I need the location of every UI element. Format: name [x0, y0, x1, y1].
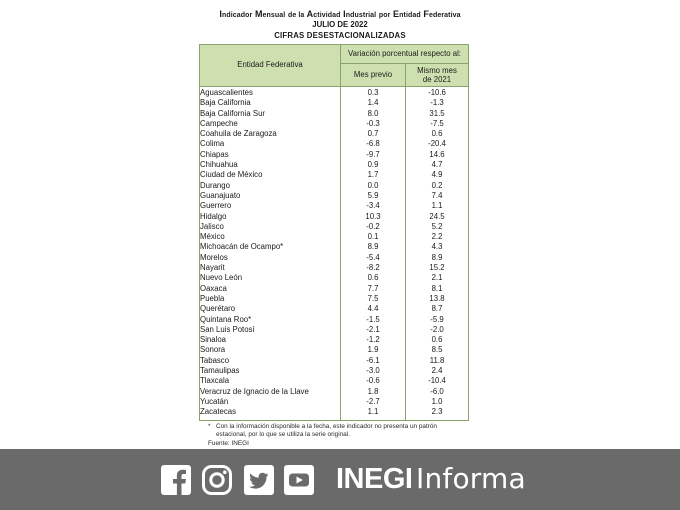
cell-mismo-mes: -1.3: [406, 98, 469, 108]
cell-mismo-mes: -5.9: [406, 315, 469, 325]
cell-entidad: México: [200, 232, 341, 242]
cell-mes-previo: 1.1: [341, 407, 406, 420]
table-row: [200, 191, 469, 201]
cell-entidad: Baja California: [200, 98, 341, 108]
table-row: [200, 232, 469, 242]
cell-entidad: Querétaro: [200, 304, 341, 314]
table-row: [200, 376, 469, 386]
cell-entidad: Veracruz de Ignacio de la Llave: [200, 387, 341, 397]
cell-mismo-mes: 1.1: [406, 201, 469, 211]
table-row: [200, 150, 469, 160]
cell-entidad: Puebla: [200, 294, 341, 304]
cell-mes-previo: 0.9: [341, 160, 406, 170]
cell-entidad: Sinaloa: [200, 335, 341, 345]
title-part: E: [393, 9, 400, 19]
cell-entidad: Guerrero: [200, 201, 341, 211]
title-part: ensual: [262, 12, 286, 19]
cell-entidad: Zacatecas: [200, 407, 341, 420]
title-part: M: [254, 9, 263, 19]
table-row: [200, 366, 469, 376]
title-part: ntidad: [399, 12, 421, 19]
column-header-entidad: Entidad Federativa: [200, 45, 341, 87]
column-header-mismo-mes-line2: de 2021: [422, 75, 452, 84]
title-part: ndicador: [221, 12, 253, 19]
cell-mes-previo: -2.1: [341, 325, 406, 335]
cell-mes-previo: -3.0: [341, 366, 406, 376]
cell-mes-previo: 10.3: [341, 212, 406, 222]
footnote-line2: estacional, por lo que se utiliza la serie original.: [216, 431, 350, 439]
cell-mes-previo: 5.9: [341, 191, 406, 201]
cell-mes-previo: -0.3: [341, 119, 406, 129]
cell-mes-previo: -2.7: [341, 397, 406, 407]
table-row: [200, 253, 469, 263]
cell-entidad: Nayarit: [200, 263, 341, 273]
cell-mismo-mes: 0.6: [406, 129, 469, 139]
table-row: [200, 87, 469, 99]
cell-mismo-mes: -2.0: [406, 325, 469, 335]
cell-mes-previo: 1.4: [341, 98, 406, 108]
title-part: ederativa: [428, 12, 461, 19]
cell-mes-previo: -3.4: [341, 201, 406, 211]
table-row: [200, 129, 469, 139]
cell-entidad: Campeche: [200, 119, 341, 129]
table-row: [200, 356, 469, 366]
table-row: [200, 119, 469, 129]
cell-entidad: Nuevo León: [200, 273, 341, 283]
cell-mismo-mes: 7.4: [406, 191, 469, 201]
cell-mes-previo: 7.7: [341, 284, 406, 294]
table-row: [200, 273, 469, 283]
cell-mismo-mes: 8.7: [406, 304, 469, 314]
cell-entidad: Chihuahua: [200, 160, 341, 170]
title-part: A: [306, 9, 314, 19]
cell-mismo-mes: 8.1: [406, 284, 469, 294]
cell-entidad: San Luis Potosí: [200, 325, 341, 335]
cell-entidad: Tamaulipas: [200, 366, 341, 376]
cell-mismo-mes: 13.8: [406, 294, 469, 304]
cell-mismo-mes: -10.4: [406, 376, 469, 386]
cell-mismo-mes: 8.5: [406, 345, 469, 355]
table-row: [200, 345, 469, 355]
cell-mismo-mes: -10.6: [406, 87, 469, 99]
cell-entidad: Jalisco: [200, 222, 341, 232]
cell-entidad: Aguascalientes: [200, 87, 341, 99]
cell-mismo-mes: 14.6: [406, 150, 469, 160]
cell-entidad: Chiapas: [200, 150, 341, 160]
table-row: [200, 222, 469, 232]
cell-mes-previo: -9.7: [341, 150, 406, 160]
data-table: [199, 44, 469, 421]
cell-mismo-mes: 2.4: [406, 366, 469, 376]
cell-mes-previo: -8.2: [341, 263, 406, 273]
cell-mes-previo: 8.9: [341, 242, 406, 252]
table-row: [200, 181, 469, 191]
footnote-source: Fuente: INEGI: [208, 439, 249, 447]
table-row: [200, 109, 469, 119]
table-row: [200, 212, 469, 222]
table-row: [200, 325, 469, 335]
youtube-icon[interactable]: [284, 465, 314, 495]
cell-mes-previo: -0.6: [341, 376, 406, 386]
cell-mismo-mes: 24.5: [406, 212, 469, 222]
title-part: ctividad: [313, 12, 341, 19]
twitter-icon[interactable]: [244, 465, 274, 495]
title-part: I: [219, 9, 222, 19]
cell-entidad: Michoacán de Ocampo*: [200, 242, 341, 252]
cell-entidad: Hidalgo: [200, 212, 341, 222]
cell-mes-previo: -5.4: [341, 253, 406, 263]
cell-mismo-mes: 1.0: [406, 397, 469, 407]
cell-mes-previo: 7.5: [341, 294, 406, 304]
cell-entidad: Guanajuato: [200, 191, 341, 201]
table-row: [200, 263, 469, 273]
informa-wordmark[interactable]: Informa: [416, 462, 526, 495]
table-row: [200, 160, 469, 170]
cell-mes-previo: 1.9: [341, 345, 406, 355]
cell-mes-previo: 0.1: [341, 232, 406, 242]
title-part: ndustrial: [345, 12, 377, 19]
cell-mismo-mes: -20.4: [406, 139, 469, 149]
document-period: JULIO DE 2022: [312, 20, 368, 29]
cell-entidad: Sonora: [200, 345, 341, 355]
facebook-icon[interactable]: [161, 465, 191, 495]
cell-mes-previo: 4.4: [341, 304, 406, 314]
cell-mes-previo: -1.2: [341, 335, 406, 345]
cell-mismo-mes: 0.2: [406, 181, 469, 191]
cell-mismo-mes: -7.5: [406, 119, 469, 129]
table-row: [200, 387, 469, 397]
table-row: [200, 304, 469, 314]
cell-entidad: Colima: [200, 139, 341, 149]
table-row: [200, 139, 469, 149]
cell-mes-previo: 0.0: [341, 181, 406, 191]
table-row: [200, 335, 469, 345]
title-part: por: [378, 12, 391, 19]
cell-mes-previo: -6.8: [341, 139, 406, 149]
footnote-line1: Con la información disponible a la fecha, este indicador no presenta un patrón: [216, 423, 437, 430]
cell-mismo-mes: 5.2: [406, 222, 469, 232]
cell-mismo-mes: 0.6: [406, 335, 469, 345]
cell-mes-previo: -0.2: [341, 222, 406, 232]
table-row: [200, 98, 469, 108]
cell-mismo-mes: 2.1: [406, 273, 469, 283]
cell-mes-previo: 0.3: [341, 87, 406, 99]
document-note: CIFRAS DESESTACIONALIZADAS: [274, 31, 406, 40]
cell-entidad: Morelos: [200, 253, 341, 263]
cell-mismo-mes: 11.8: [406, 356, 469, 366]
cell-mismo-mes: 4.7: [406, 160, 469, 170]
cell-mes-previo: -1.5: [341, 315, 406, 325]
cell-mes-previo: 1.8: [341, 387, 406, 397]
cell-entidad: Durango: [200, 181, 341, 191]
cell-mismo-mes: 31.5: [406, 109, 469, 119]
cell-mes-previo: 8.0: [341, 109, 406, 119]
cell-entidad: Oaxaca: [200, 284, 341, 294]
table-row: [200, 170, 469, 180]
cell-entidad: Ciudad de México: [200, 170, 341, 180]
column-header-mismo-mes: [406, 64, 469, 87]
cell-mismo-mes: 15.2: [406, 263, 469, 273]
table-row: [200, 201, 469, 211]
footnote: [208, 423, 488, 448]
column-header-mes-previo: Mes previo: [341, 64, 406, 87]
cell-mismo-mes: 2.3: [406, 407, 469, 420]
cell-mismo-mes: 2.2: [406, 232, 469, 242]
cell-entidad: Coahuila de Zaragoza: [200, 129, 341, 139]
cell-mes-previo: 1.7: [341, 170, 406, 180]
footnote-asterisk: *: [208, 423, 211, 430]
cell-mes-previo: 0.7: [341, 129, 406, 139]
cell-entidad: Quintana Roo*: [200, 315, 341, 325]
title-part: I: [343, 9, 346, 19]
column-header-mismo-mes-line1: Mismo mes: [417, 66, 457, 75]
cell-entidad: Tabasco: [200, 356, 341, 366]
cell-mismo-mes: 4.9: [406, 170, 469, 180]
table-row: [200, 315, 469, 325]
inegi-logo[interactable]: INEGI: [336, 463, 413, 495]
cell-entidad: Tlaxcala: [200, 376, 341, 386]
cell-mes-previo: -6.1: [341, 356, 406, 366]
table-row: [200, 284, 469, 294]
table-row: [200, 397, 469, 407]
table-body: [200, 87, 469, 421]
title-part: F: [423, 9, 429, 19]
instagram-icon[interactable]: [202, 465, 232, 495]
column-header-variacion: Variación porcentual respecto al:: [341, 45, 469, 64]
footer-banner: [0, 449, 680, 510]
cell-entidad: Yucatán: [200, 397, 341, 407]
title-part: de la: [287, 12, 305, 19]
cell-entidad: Baja California Sur: [200, 109, 341, 119]
table-row: [200, 294, 469, 304]
table-row: [200, 242, 469, 252]
cell-mismo-mes: -6.0: [406, 387, 469, 397]
table-row: [200, 407, 469, 420]
cell-mismo-mes: 8.9: [406, 253, 469, 263]
cell-mes-previo: 0.6: [341, 273, 406, 283]
cell-mismo-mes: 4.3: [406, 242, 469, 252]
